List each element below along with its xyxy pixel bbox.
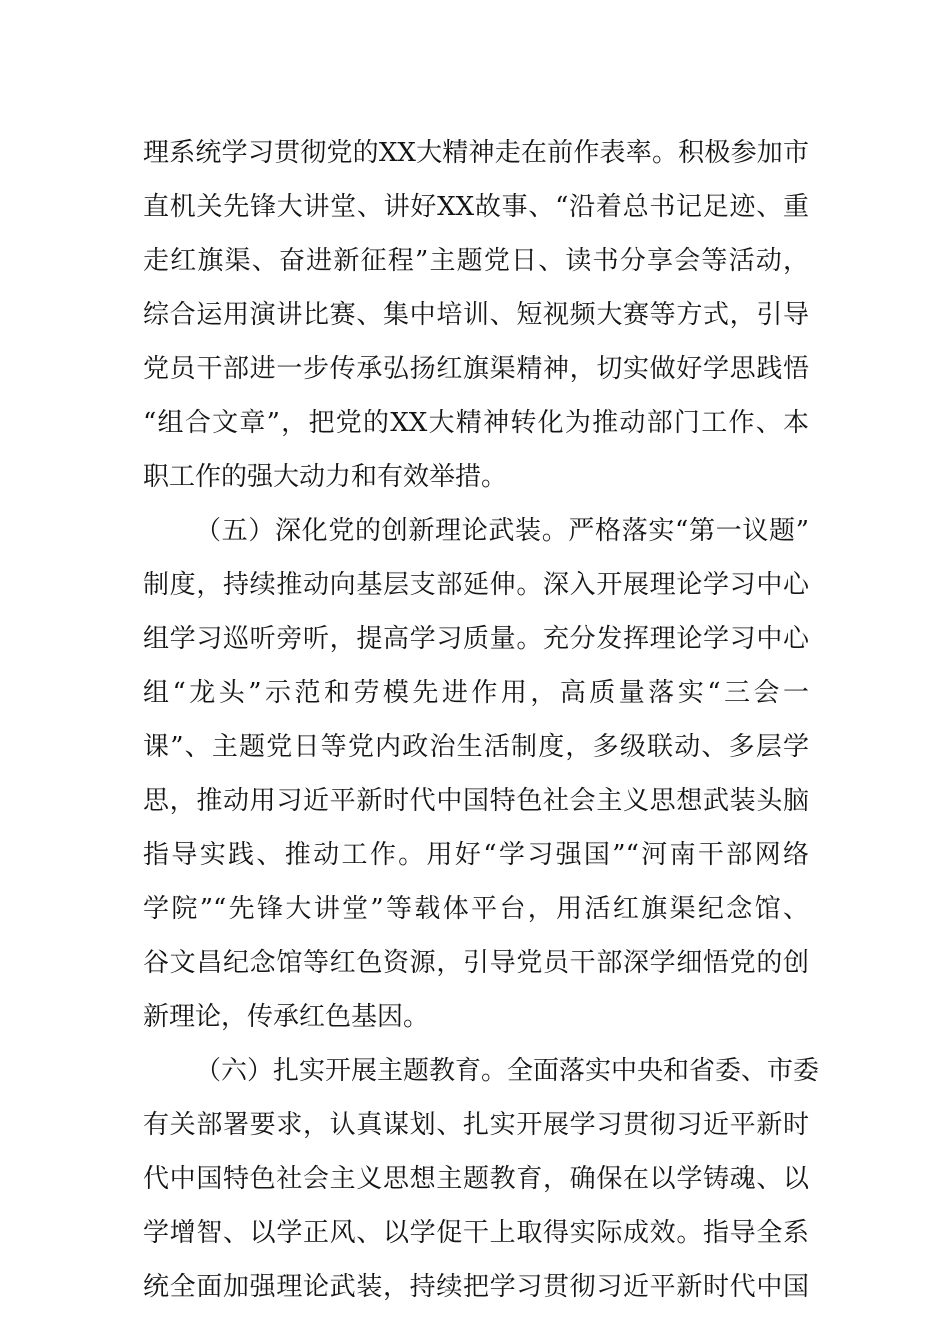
text-line: 组学习巡听旁听，提高学习质量。充分发挥理论学习中心 [143,624,809,654]
text-line: 思，推动用习近平新时代中国特色社会主义思想武装头脑 [143,786,809,816]
text-line: 党员干部进一步传承弘扬红旗渠精神，切实做好学思践悟 [143,354,809,384]
text-line: 综合运用演讲比赛、集中培训、短视频大赛等方式，引导 [143,300,809,330]
paragraph-continued [143,126,809,504]
text-line: “组合文章”，把党的XX大精神转化为推动部门工作、本 [143,408,809,438]
text-line: 理系统学习贯彻党的XX大精神走在前作表率。积极参加市 [143,138,809,168]
text-line: 职工作的强大动力和有效举措。 [143,462,508,492]
document-body [143,126,820,1314]
text-line: 指导实践、推动工作。用好“学习强国”“河南干部网络 [143,840,809,870]
text-line: （五）深化党的创新理论武装。严格落实“第一议题” [195,516,809,546]
text-line: 组“龙头”示范和劳模先进作用，高质量落实“三会一 [143,678,809,708]
text-line: 谷文昌纪念馆等红色资源，引导党员干部深学细悟党的创 [143,948,809,978]
text-line: 代中国特色社会主义思想主题教育，确保在以学铸魂、以 [143,1164,809,1194]
text-line: 学增智、以学正风、以学促干上取得实际成效。指导全系 [143,1218,809,1248]
text-line: （六）扎实开展主题教育。全面落实中央和省委、市委 [195,1056,820,1086]
text-line: 制度，持续推动向基层支部延伸。深入开展理论学习中心 [143,570,809,600]
text-line: 走红旗渠、奋进新征程”主题党日、读书分享会等活动， [143,246,809,276]
text-line: 有关部署要求，认真谋划、扎实开展学习贯彻习近平新时 [143,1110,809,1140]
text-line: 直机关先锋大讲堂、讲好XX故事、“沿着总书记足迹、重 [143,192,809,222]
text-line: 学院”“先锋大讲堂”等载体平台，用活红旗渠纪念馆、 [143,894,809,924]
text-line: 统全面加强理论武装，持续把学习贯彻习近平新时代中国 [143,1272,809,1302]
paragraph-six [143,1044,820,1314]
text-line: 课”、主题党日等党内政治生活制度，多级联动、多层学 [143,732,809,762]
paragraph-five [143,504,809,1044]
text-line: 新理论，传承红色基因。 [143,1002,430,1032]
